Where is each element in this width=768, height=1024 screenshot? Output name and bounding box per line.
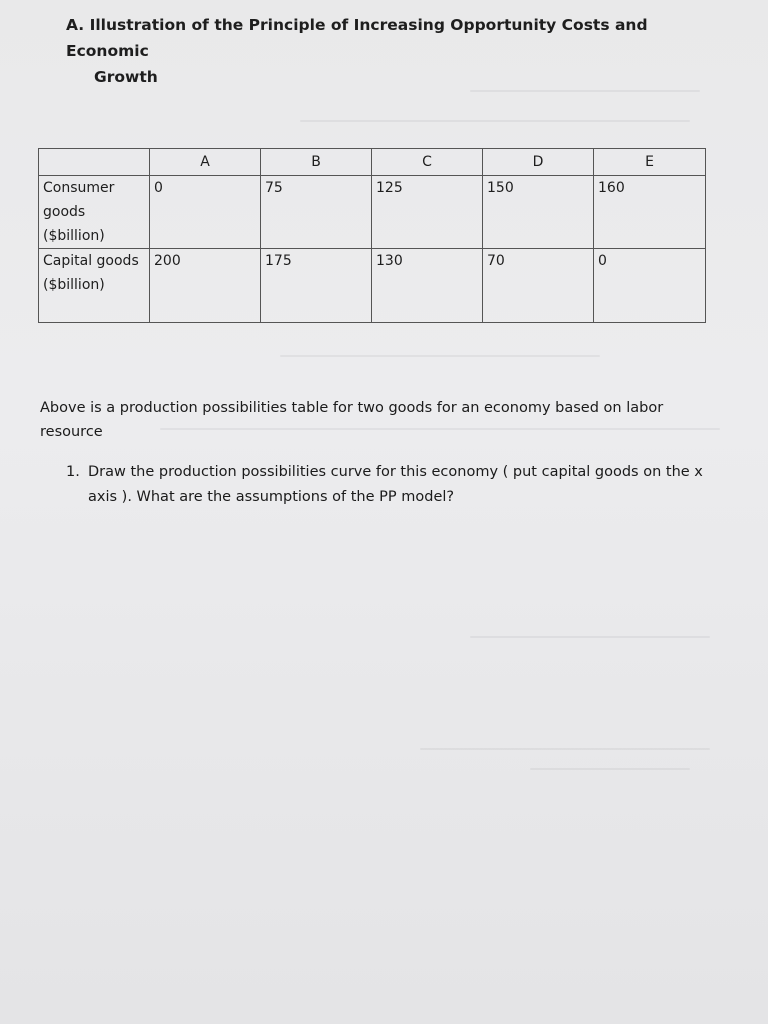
table-cell: 0 [594,249,706,323]
column-header: B [261,149,372,176]
table-cell: 70 [483,249,594,323]
column-header: A [150,149,261,176]
table-cell: 0 [150,176,261,249]
table-cell: 130 [372,249,483,323]
table-header-row [39,149,706,176]
bleed-through-line [470,636,710,638]
bleed-through-line [280,355,600,357]
table-cell: 125 [372,176,483,249]
question-1 [66,460,726,510]
table-corner-cell [39,149,150,176]
bleed-through-line [300,120,690,122]
column-header: E [594,149,706,176]
row-label: Capital goods ($billion) [39,249,150,323]
row-label: Consumer goods ($billion) [39,176,150,249]
bleed-through-line [530,768,690,770]
title-line-1: A. Illustration of the Principle of Increasing Opportunity Costs and Economic [66,16,648,60]
title-line-2: Growth [94,68,158,86]
table-row [39,249,706,323]
table-cell: 150 [483,176,594,249]
table-cell: 75 [261,176,372,249]
bleed-through-line [420,748,710,750]
page-title [66,12,726,90]
column-header: C [372,149,483,176]
bleed-through-line [470,90,700,92]
table-cell: 160 [594,176,706,249]
column-header: D [483,149,594,176]
table-cell: 175 [261,249,372,323]
table-cell: 200 [150,249,261,323]
production-possibilities-table [38,148,706,323]
question-text: Draw the production possibilities curve for this economy ( put capital goods on the x axis ). What are the assumptions of the PP model? [88,464,703,505]
table-description: Above is a production possibilities table for two goods for an economy based on labor resource [40,400,664,440]
question-number: 1. [66,464,80,480]
table-row [39,176,706,249]
